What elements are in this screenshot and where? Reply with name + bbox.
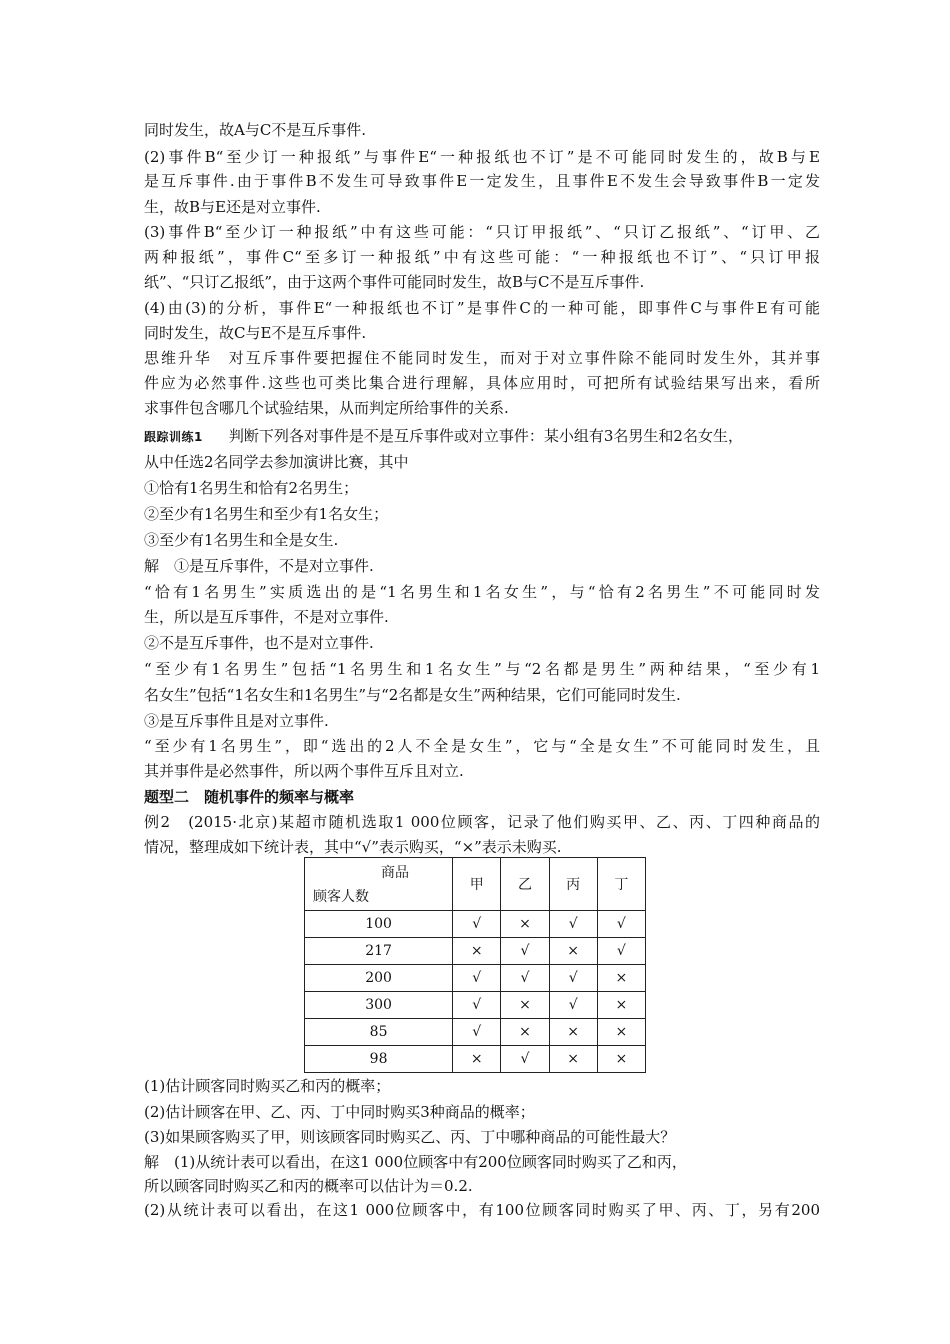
table-row	[305, 992, 646, 1019]
text-line: ③至少有1名男生和全是女生.	[144, 531, 339, 549]
text-line: (3)事件B“至少订一种报纸”中有这些可能：“只订甲报纸”、“只订乙报纸”、“订甲、乙	[144, 223, 820, 241]
text-line: 求事件包含哪几个试验结果，从而判定所给事件的关系.	[144, 399, 509, 417]
text-line: ②不是互斥事件，也不是对立事件.	[144, 634, 374, 652]
mark-cell: ×	[453, 938, 501, 965]
text-line: 两种报纸”，事件C“至多订一种报纸”中有这些可能：“一种报纸也不订”、“只订甲报	[144, 248, 820, 266]
text-line: 同时发生，故C与E不是互斥事件.	[144, 324, 367, 342]
header-col: 乙	[501, 858, 549, 911]
text-line: (2)估计顾客在甲、乙、丙、丁中同时购买3种商品的概率；	[144, 1103, 535, 1121]
text-line: 情况，整理成如下统计表，其中“√”表示购买，“×”表示未购买.	[144, 838, 562, 856]
header-goods: 商品	[381, 865, 409, 881]
count-cell: 85	[305, 1019, 453, 1046]
table-row	[305, 938, 646, 965]
text-line: 其并事件是必然事件，所以两个事件互斥且对立.	[144, 762, 464, 780]
count-cell: 100	[305, 911, 453, 938]
training-first-text: 判断下列各对事件是不是互斥事件或对立事件：某小组有3名男生和2名女生，	[228, 427, 743, 445]
text-line: 例2 (2015·北京)某超市随机选取1 000位顾客，记录了他们购买甲、乙、丙、丁四种商品的	[144, 813, 820, 831]
text-line: 件应为必然事件.这些也可类比集合进行理解，具体应用时，可把所有试验结果写出来，看所	[144, 374, 820, 392]
count-cell: 98	[305, 1046, 453, 1073]
mark-cell: ×	[549, 1019, 597, 1046]
text-line: (1)估计顾客同时购买乙和丙的概率；	[144, 1077, 391, 1095]
mark-cell: √	[549, 992, 597, 1019]
text-line: (4)由(3)的分析，事件E“一种报纸也不订”是事件C的一种可能，即事件C与事件E有可能	[144, 299, 820, 317]
text-line: 同时发生，故A与C不是互斥事件.	[144, 121, 367, 139]
mark-cell: ×	[501, 992, 549, 1019]
mark-cell: ×	[549, 1046, 597, 1073]
mark-cell: √	[501, 965, 549, 992]
table-diagonal-header	[305, 858, 453, 911]
mark-cell: ×	[453, 1046, 501, 1073]
text-line: 生，故B与E还是对立事件.	[144, 198, 321, 216]
text-line: ②至少有1名男生和至少有1名女生；	[144, 505, 389, 523]
mark-cell: √	[453, 965, 501, 992]
mark-cell: √	[597, 938, 645, 965]
table-header-row	[305, 858, 646, 911]
mark-cell: ×	[597, 992, 645, 1019]
section-title: 题型二 随机事件的频率与概率	[144, 788, 355, 806]
statistics-table	[304, 857, 646, 1073]
mark-cell: √	[453, 911, 501, 938]
header-customers: 顾客人数	[313, 889, 369, 905]
mark-cell: ×	[549, 938, 597, 965]
mark-cell: ×	[501, 1019, 549, 1046]
text-line: 解 ①是互斥事件，不是对立事件.	[144, 557, 374, 575]
text-line: 名女生”包括“1名女生和1名男生”与“2名都是女生”两种结果，它们可能同时发生.	[144, 686, 681, 704]
mark-cell: ×	[501, 911, 549, 938]
mark-cell: √	[597, 911, 645, 938]
mark-cell: √	[549, 965, 597, 992]
mark-cell: √	[453, 1019, 501, 1046]
header-col: 丁	[597, 858, 645, 911]
text-line: (2)事件B“至少订一种报纸”与事件E“一种报纸也不订”是不可能同时发生的，故B与E	[144, 148, 820, 166]
text-line: 纸”、“只订乙报纸”，由于这两个事件可能同时发生，故B与C不是互斥事件.	[144, 273, 645, 291]
text-line: (3)如果顾客购买了甲，则该顾客同时购买乙、丙、丁中哪种商品的可能性最大？	[144, 1128, 676, 1146]
text-line: “至少有1名男生”，即“选出的2人不全是女生”，它与“全是女生”不可能同时发生，且	[144, 737, 820, 755]
table-row	[305, 1019, 646, 1046]
text-line: 解 (1)从统计表可以看出，在这1 000位顾客中有200位顾客同时购买了乙和丙，	[144, 1153, 687, 1171]
text-line: 生，所以是互斥事件，不是对立事件.	[144, 608, 389, 626]
mark-cell: √	[501, 1046, 549, 1073]
table-row	[305, 965, 646, 992]
text-line: 是互斥事件.由于事件B不发生可导致事件E一定发生，且事件E不发生会导致事件B一定发	[144, 172, 820, 190]
training-tag: 跟踪训练1	[144, 430, 203, 444]
header-col: 甲	[453, 858, 501, 911]
count-cell: 217	[305, 938, 453, 965]
header-col: 丙	[549, 858, 597, 911]
training-first-line	[144, 425, 820, 448]
mark-cell: ×	[597, 1019, 645, 1046]
table-row	[305, 1046, 646, 1073]
text-line: 从中任选2名同学去参加演讲比赛，其中	[144, 453, 409, 471]
text-line: ③是互斥事件且是对立事件.	[144, 712, 329, 730]
count-cell: 200	[305, 965, 453, 992]
text-line: (2)从统计表可以看出，在这1 000位顾客中，有100位顾客同时购买了甲、丙、丁，另有200	[144, 1201, 820, 1219]
text-line: “至少有1名男生”包括“1名男生和1名女生”与“2名都是男生”两种结果，“至少有1	[144, 660, 820, 678]
count-cell: 300	[305, 992, 453, 1019]
mark-cell: ×	[597, 965, 645, 992]
table-row	[305, 911, 646, 938]
text-line: 所以顾客同时购买乙和丙的概率可以估计为＝0.2.	[144, 1177, 473, 1195]
mark-cell: ×	[597, 1046, 645, 1073]
text-line: ①恰有1名男生和恰有2名男生；	[144, 479, 359, 497]
text-line: 思维升华 对互斥事件要把握住不能同时发生，而对于对立事件除不能同时发生外，其并事	[144, 349, 820, 367]
mark-cell: √	[549, 911, 597, 938]
text-line: “恰有1名男生”实质选出的是“1名男生和1名女生”，与“恰有2名男生”不可能同时发	[144, 583, 820, 601]
mark-cell: √	[453, 992, 501, 1019]
mark-cell: √	[501, 938, 549, 965]
